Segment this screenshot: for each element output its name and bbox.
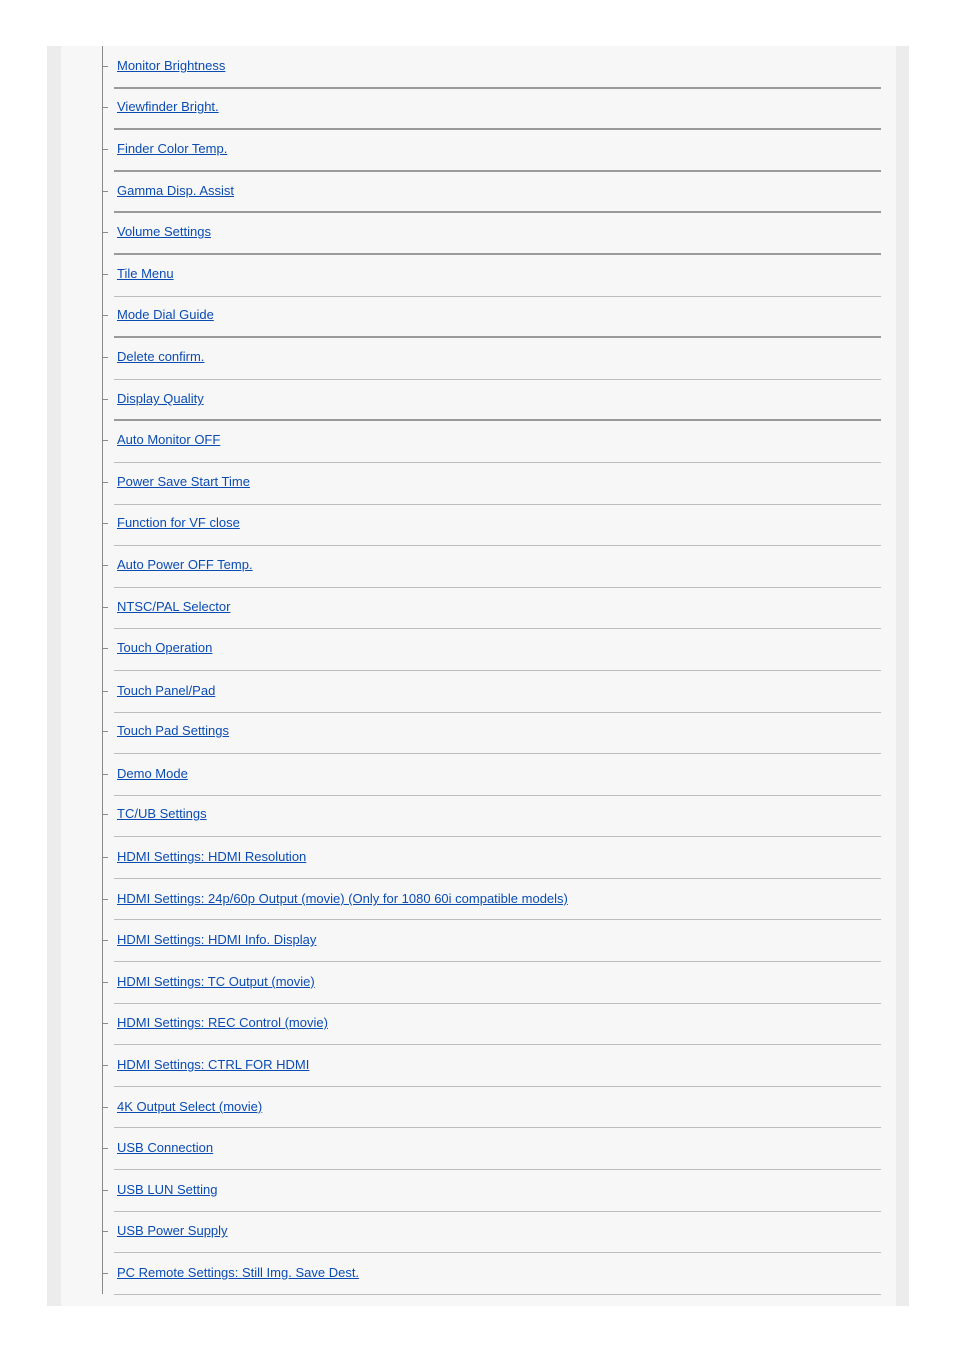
- list-item: [103, 142, 881, 156]
- list-item: [103, 641, 881, 655]
- item-separator: [114, 1127, 881, 1128]
- tree-branch-tick: [103, 982, 108, 983]
- menu-link-monitor-brightness[interactable]: Monitor Brightness: [117, 58, 226, 73]
- menu-link-function-for-vf-close[interactable]: Function for VF close: [117, 515, 240, 530]
- tree-branch-tick: [103, 814, 108, 815]
- menu-link-volume-settings[interactable]: Volume Settings: [117, 224, 211, 239]
- item-separator: [114, 1211, 881, 1212]
- menu-link-auto-monitor-off[interactable]: Auto Monitor OFF: [117, 432, 221, 447]
- list-item: [103, 392, 881, 406]
- menu-link-hdmi-info-display[interactable]: HDMI Settings: HDMI Info. Display: [117, 932, 317, 947]
- menu-link-gamma-disp-assist[interactable]: Gamma Disp. Assist: [117, 183, 235, 198]
- menu-link-touch-operation[interactable]: Touch Operation: [117, 640, 213, 655]
- tree-branch-tick: [103, 274, 108, 275]
- tree-branch-tick: [103, 149, 108, 150]
- item-separator: [114, 795, 881, 796]
- item-separator: [114, 253, 881, 255]
- list-item: [103, 1016, 881, 1030]
- list-item: [103, 433, 881, 447]
- menu-link-display-quality[interactable]: Display Quality: [117, 391, 204, 406]
- list-item: [103, 184, 881, 198]
- tree-branch-tick: [103, 1190, 108, 1191]
- item-separator: [114, 836, 881, 837]
- menu-link-auto-power-off-temp[interactable]: Auto Power OFF Temp.: [117, 557, 253, 572]
- item-separator: [114, 587, 881, 588]
- item-separator: [114, 1252, 881, 1253]
- tree-branch-tick: [103, 648, 108, 649]
- item-separator: [114, 1169, 881, 1170]
- item-separator: [114, 462, 881, 463]
- tree-branch-tick: [103, 315, 108, 316]
- menu-link-usb-lun-setting[interactable]: USB LUN Setting: [117, 1182, 218, 1197]
- item-separator: [114, 628, 881, 629]
- menu-link-4k-output-select[interactable]: 4K Output Select (movie): [117, 1099, 263, 1114]
- item-separator: [114, 1294, 881, 1295]
- tree-branch-tick: [103, 191, 108, 192]
- tree-branch-tick: [103, 1273, 108, 1274]
- list-item: [103, 225, 881, 239]
- menu-link-tc-ub-settings[interactable]: TC/UB Settings: [117, 806, 207, 821]
- tree-branch-tick: [103, 1107, 108, 1108]
- menu-link-pc-remote-still-img-save-dest[interactable]: PC Remote Settings: Still Img. Save Dest.: [117, 1265, 360, 1280]
- menu-link-mode-dial-guide[interactable]: Mode Dial Guide: [117, 307, 214, 322]
- menu-link-hdmi-tc-output[interactable]: HDMI Settings: TC Output (movie): [117, 974, 315, 989]
- item-separator: [114, 128, 881, 130]
- item-separator: [114, 211, 881, 213]
- list-item: [103, 724, 881, 738]
- list-item: [103, 1100, 881, 1114]
- item-separator: [114, 419, 881, 421]
- item-separator: [114, 336, 881, 338]
- item-separator: [114, 545, 881, 546]
- item-separator: [114, 296, 881, 297]
- tree-branch-tick: [103, 899, 108, 900]
- tree-branch-tick: [103, 232, 108, 233]
- tree-branch-tick: [103, 1065, 108, 1066]
- tree-branch-tick: [103, 482, 108, 483]
- menu-link-hdmi-resolution[interactable]: HDMI Settings: HDMI Resolution: [117, 849, 307, 864]
- list-item: [103, 308, 881, 322]
- item-separator: [114, 87, 881, 89]
- item-separator: [114, 1086, 881, 1087]
- tree-branch-tick: [103, 607, 108, 608]
- list-item: [103, 267, 881, 281]
- menu-link-power-save-start-time[interactable]: Power Save Start Time: [117, 474, 250, 489]
- list-item: [103, 1183, 881, 1197]
- list-item: [103, 600, 881, 614]
- item-separator: [114, 919, 881, 920]
- item-separator: [114, 712, 881, 713]
- menu-link-hdmi-24p-60p-output[interactable]: HDMI Settings: 24p/60p Output (movie) (Only for 1080 60i compatible models): [117, 891, 568, 906]
- tree-branch-tick: [103, 357, 108, 358]
- menu-link-tile-menu[interactable]: Tile Menu: [117, 266, 174, 281]
- menu-link-finder-color-temp[interactable]: Finder Color Temp.: [117, 141, 228, 156]
- tree-branch-tick: [103, 1231, 108, 1232]
- tree-branch-tick: [103, 691, 108, 692]
- tree-branch-tick: [103, 66, 108, 67]
- tree-branch-tick: [103, 440, 108, 441]
- list-item: [103, 684, 881, 698]
- tree-branch-tick: [103, 523, 108, 524]
- tree-branch-tick: [103, 565, 108, 566]
- list-item: [103, 1266, 881, 1280]
- list-item: [103, 558, 881, 572]
- tree-branch-tick: [103, 731, 108, 732]
- menu-link-usb-connection[interactable]: USB Connection: [117, 1140, 214, 1155]
- menu-link-delete-confirm[interactable]: Delete confirm.: [117, 349, 205, 364]
- menu-link-hdmi-ctrl-for-hdmi[interactable]: HDMI Settings: CTRL FOR HDMI: [117, 1057, 310, 1072]
- list-item: [103, 350, 881, 364]
- list-item: [103, 1058, 881, 1072]
- tree-branch-tick: [103, 940, 108, 941]
- menu-link-hdmi-rec-control[interactable]: HDMI Settings: REC Control (movie): [117, 1015, 328, 1030]
- menu-link-usb-power-supply[interactable]: USB Power Supply: [117, 1223, 228, 1238]
- list-item: [103, 475, 881, 489]
- list-item: [103, 767, 881, 781]
- list-item: [103, 1224, 881, 1238]
- menu-link-viewfinder-bright[interactable]: Viewfinder Bright.: [117, 99, 219, 114]
- item-separator: [114, 504, 881, 505]
- list-item: [103, 59, 881, 73]
- menu-link-touch-pad-settings[interactable]: Touch Pad Settings: [117, 723, 230, 738]
- tree-branch-tick: [103, 857, 108, 858]
- tree-branch-tick: [103, 107, 108, 108]
- list-item: [103, 975, 881, 989]
- list-item: [103, 892, 881, 906]
- list-item: [103, 850, 881, 864]
- list-item: [103, 933, 881, 947]
- menu-link-touch-panel-pad[interactable]: Touch Panel/Pad: [117, 683, 216, 698]
- list-item: [103, 516, 881, 530]
- list-item: [103, 100, 881, 114]
- item-separator: [114, 1003, 881, 1004]
- item-separator: [114, 753, 881, 754]
- item-separator: [114, 670, 881, 671]
- tree-branch-tick: [103, 399, 108, 400]
- item-separator: [114, 1044, 881, 1045]
- tree-branch-tick: [103, 774, 108, 775]
- item-separator: [114, 878, 881, 879]
- menu-link-demo-mode[interactable]: Demo Mode: [117, 766, 188, 781]
- item-separator: [114, 170, 881, 172]
- tree-branch-tick: [103, 1148, 108, 1149]
- menu-link-ntsc-pal-selector[interactable]: NTSC/PAL Selector: [117, 599, 231, 614]
- tree-branch-tick: [103, 1023, 108, 1024]
- item-separator: [114, 379, 881, 380]
- list-item: [103, 807, 881, 821]
- list-item: [103, 1141, 881, 1155]
- item-separator: [114, 961, 881, 962]
